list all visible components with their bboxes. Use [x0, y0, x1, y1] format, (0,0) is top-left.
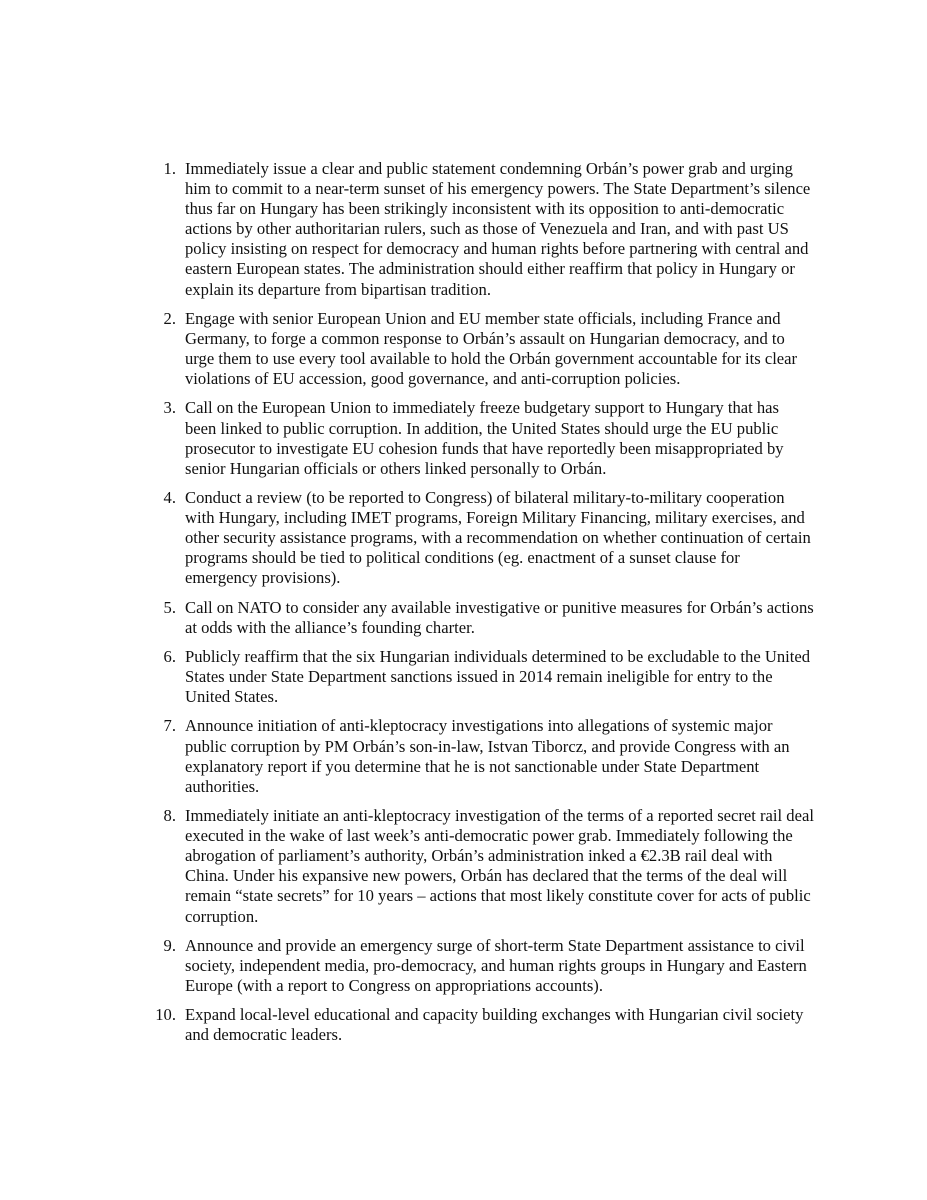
list-item	[144, 806, 814, 927]
list-item	[144, 488, 814, 588]
list-item-number: 1.	[163, 159, 176, 178]
list-item-number: 4.	[163, 487, 176, 507]
list-item-text: Call on the European Union to immediately freeze budgetary support to Hungary that has been linked to public corruption. In addition, the United States should urge the EU public prosecutor to investigate EU cohesion funds that have reportedly been misappropriated by senior Hungarian officials or others linked personally to Orbán.	[185, 398, 784, 478]
list-item	[144, 159, 814, 300]
list-item-number: 6.	[163, 647, 176, 666]
list-item	[144, 716, 814, 796]
list-item	[144, 647, 814, 707]
list-item-text: Immediately initiate an anti-kleptocracy investigation of the terms of a reported secret rail deal executed in the wake of last week’s anti-democratic power grab. Immediately following the abrogation of parliament’s authority, Orbán’s administration inked a €2.3B rail deal with China. Under his expansive new powers, Orbán has declared that the terms of the deal will remain “state secrets” for 10 years – actions that most likely constitute cover for acts of public corruption.	[185, 806, 814, 926]
list-item-text: Announce and provide an emergency surge of short-term State Department assistance to civil society, independent media, pro-democracy, and human rights groups in Hungary and Eastern Europe (with a report to Congress on appropriations accounts).	[185, 935, 807, 995]
list-item-text: Publicly reaffirm that the six Hungarian individuals determined to be excludable to the United States under State Department sanctions issued in 2014 remain ineligible for entry to the United States.	[185, 647, 811, 707]
list-item-number: 8.	[163, 806, 176, 826]
list-item-number: 10.	[155, 1005, 176, 1025]
list-item-text: Call on NATO to consider any available investigative or punitive measures for Orbán’s actions at odds with the alliance’s founding charter.	[185, 597, 814, 637]
list-item-text: Conduct a review (to be reported to Congress) of bilateral military-to-military cooperation with Hungary, including IMET programs, Foreign Military Financing, military exercises, and other security assistance programs, with a recommendation on whether continuation of certain programs should be tied to political conditions (eg. enactment of a sunset clause for emergency provisions).	[185, 487, 811, 588]
list-item-number: 3.	[163, 398, 176, 418]
list-item	[144, 936, 814, 996]
list-item-text: Engage with senior European Union and EU member state officials, including France and Germany, to forge a common response to Orbán’s assault on Hungarian democracy, and to urge them to use every tool available to hold the Orbán government accountable for its clear violations of EU accession, good governance, and anti-corruption policies.	[185, 308, 798, 389]
list-item-text: Expand local-level educational and capacity building exchanges with Hungarian civil society and democratic leaders.	[185, 1005, 804, 1045]
list-item-number: 7.	[163, 716, 176, 736]
list-item-number: 2.	[163, 308, 176, 328]
list-item-text: Announce initiation of anti-kleptocracy investigations into allegations of systemic major public corruption by PM Orbán’s son-in-law, Istvan Tiborcz, and provide Congress with an explanatory report if you determine that he is not sanctionable under State Department authorities.	[185, 716, 790, 796]
list-item-number: 9.	[163, 935, 176, 955]
list-item-number: 5.	[163, 597, 176, 617]
list-item-text: Immediately issue a clear and public statement condemning Orbán’s power grab and urging him to commit to a near-term sunset of his emergency powers. The State Department’s silence thus far on Hungary has been strikingly inconsistent with its opposition to anti-democratic actions by other authoritarian rulers, such as those of Venezuela and Iran, and with past US policy insisting on respect for democracy and human rights before partnering with central and eastern European states. The administration should either reaffirm that policy in Hungary or explain its departure from bipartisan tradition.	[185, 159, 811, 299]
list-item	[144, 598, 814, 638]
list-item	[144, 1005, 814, 1045]
list-item	[144, 309, 814, 389]
list-item	[144, 398, 814, 478]
recommendations-list	[144, 159, 814, 1055]
